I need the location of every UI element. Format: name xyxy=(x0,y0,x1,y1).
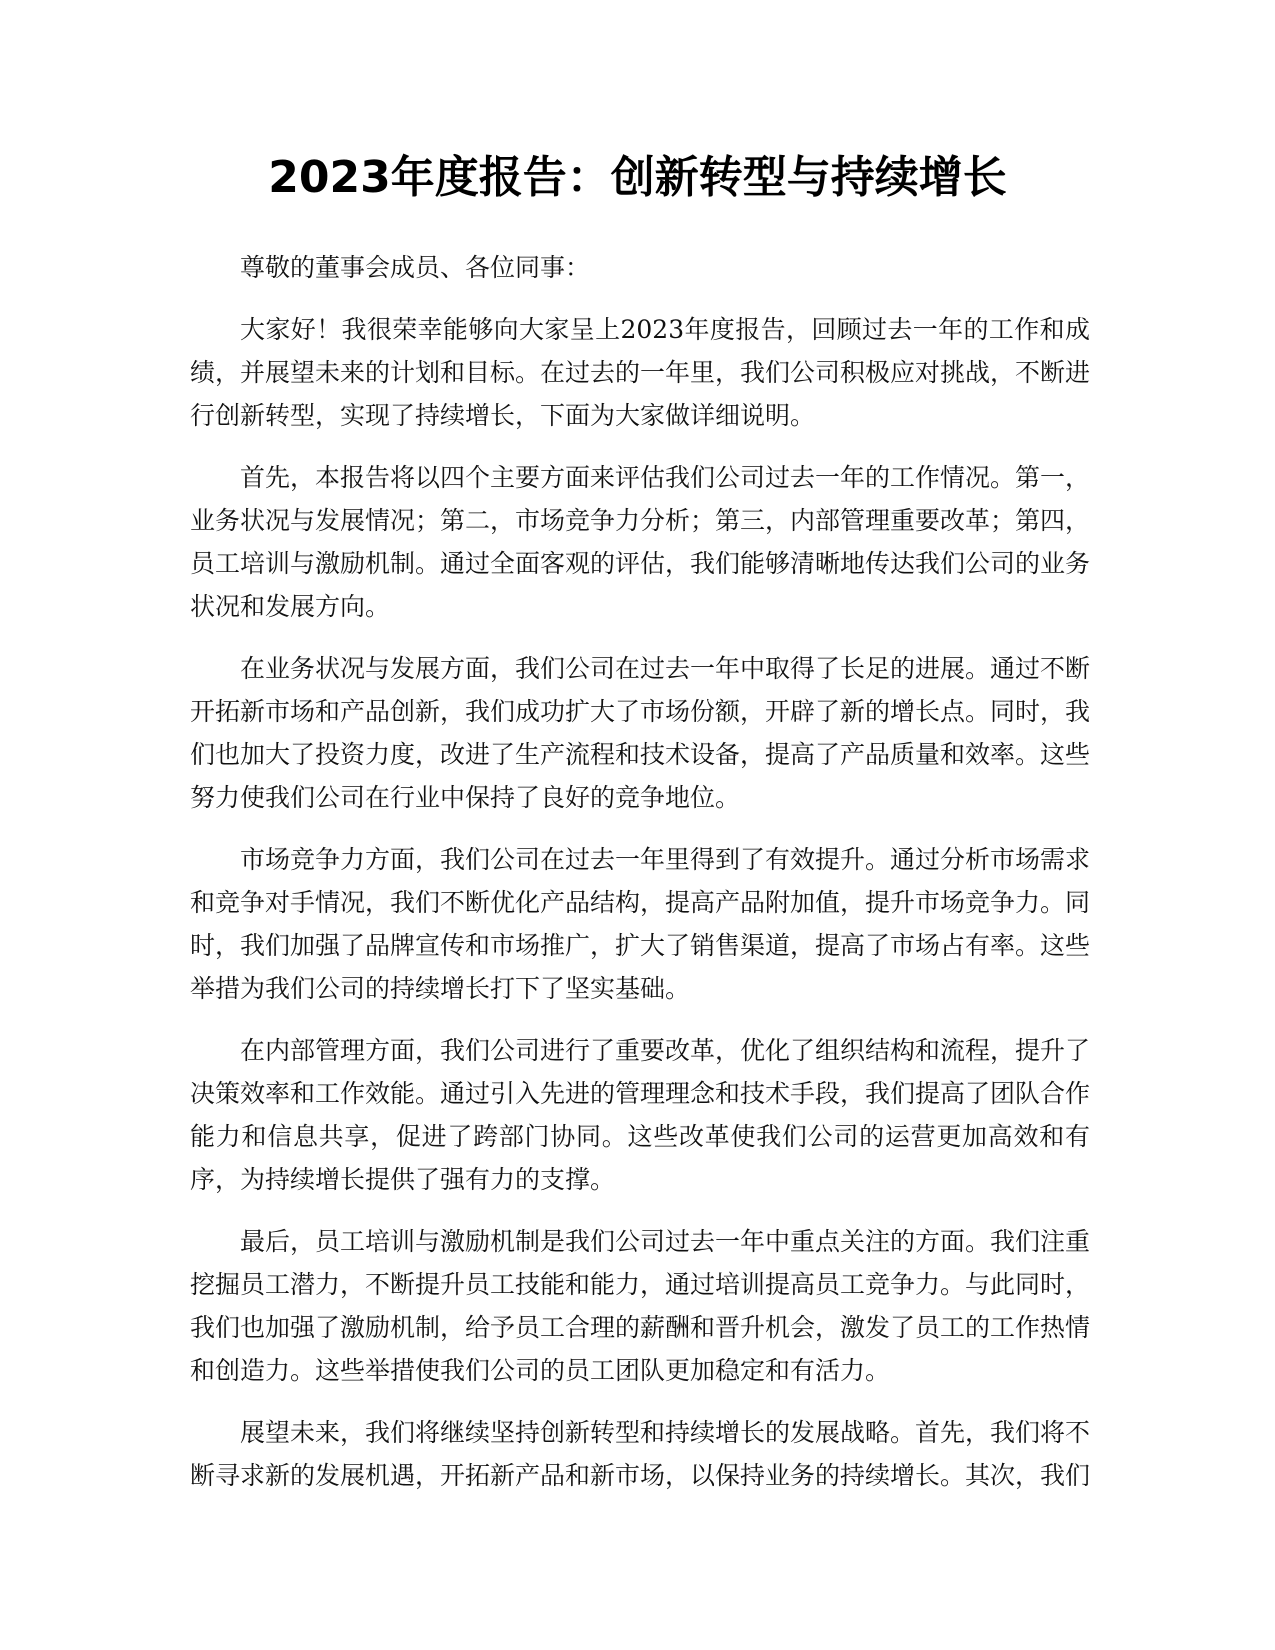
document-body xyxy=(190,246,1090,1516)
intro-paragraph: 大家好！我很荣幸能够向大家呈上2023年度报告，回顾过去一年的工作和成绩，并展望未来的计划和目标。在过去的一年里，我们公司积极应对挑战，不断进行创新转型，实现了持续增长，下面为大家做详细说明。 xyxy=(190,315,1091,430)
management-paragraph: 在内部管理方面，我们公司进行了重要改革，优化了组织结构和流程，提升了决策效率和工作效能。通过引入先进的管理理念和技术手段，我们提高了团队合作能力和信息共享，促进了跨部门协同。这些改革使我们公司的运营更加高效和有序，为持续增长提供了强有力的支撑。 xyxy=(190,1036,1091,1194)
market-paragraph: 市场竞争力方面，我们公司在过去一年里得到了有效提升。通过分析市场需求和竞争对手情况，我们不断优化产品结构，提高产品附加值，提升市场竞争力。同时，我们加强了品牌宣传和市场推广，扩大了销售渠道，提高了市场占有率。这些举措为我们公司的持续增长打下了坚实基础。 xyxy=(190,845,1091,1003)
training-paragraph: 最后，员工培训与激励机制是我们公司过去一年中重点关注的方面。我们注重挖掘员工潜力，不断提升员工技能和能力，通过培训提高员工竞争力。与此同时，我们也加强了激励机制，给予员工合理的薪酬和晋升机会，激发了员工的工作热情和创造力。这些举措使我们公司的员工团队更加稳定和有活力。 xyxy=(190,1227,1091,1385)
document-title: 2023年度报告：创新转型与持续增长 xyxy=(268,152,1007,203)
outlook-paragraph: 展望未来，我们将继续坚持创新转型和持续增长的发展战略。首先，我们将不断寻求新的发展机遇，开拓新产品和新市场，以保持业务的持续增长。其次，我们 xyxy=(190,1418,1091,1490)
business-paragraph: 在业务状况与发展方面，我们公司在过去一年中取得了长足的进展。通过不断开拓新市场和产品创新，我们成功扩大了市场份额，开辟了新的增长点。同时，我们也加大了投资力度，改进了生产流程和技术设备，提高了产品质量和效率。这些努力使我们公司在行业中保持了良好的竞争地位。 xyxy=(190,654,1091,812)
salutation-paragraph: 尊敬的董事会成员、各位同事： xyxy=(240,253,591,282)
overview-paragraph: 首先，本报告将以四个主要方面来评估我们公司过去一年的工作情况。第一，业务状况与发展情况；第二，市场竞争力分析；第三，内部管理重要改革；第四，员工培训与激励机制。通过全面客观的评估，我们能够清晰地传达我们公司的业务状况和发展方向。 xyxy=(190,463,1091,621)
